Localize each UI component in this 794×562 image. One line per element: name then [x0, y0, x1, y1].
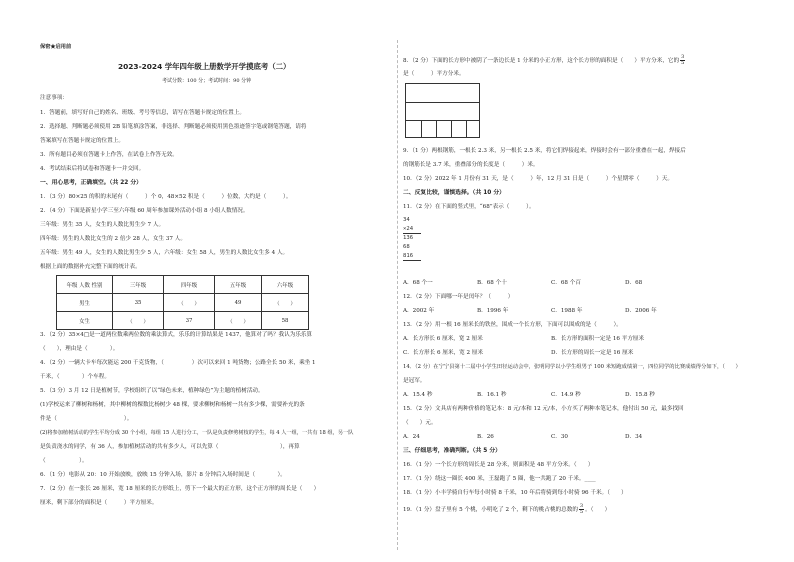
table-row — [57, 294, 309, 312]
table-cell: （ ） — [164, 294, 215, 312]
note-item: 答案填写在答题卡规定的位置上。 — [40, 138, 124, 144]
exam-subtitle: 考试分数：100 分；考试时间：90 分钟 — [162, 78, 252, 84]
question-5-line: 件是（ ）。 — [40, 416, 133, 422]
secret-label: 保密★启用前 — [40, 44, 72, 50]
question-2-line: 四年级：男生的人数比女生的 2 倍少 28 人，女生 37 人。 — [40, 236, 186, 242]
statistics-table — [56, 275, 309, 330]
mult-line: 68 — [403, 244, 410, 250]
question-15-line: （ ）元。 — [403, 420, 437, 426]
vertical-multiplication — [403, 216, 413, 261]
option: A．24 — [403, 434, 420, 440]
table-cell: 35 — [113, 294, 164, 312]
question-3-line: （ ），理由是（ ）。 — [40, 346, 119, 352]
question-11: 11．（2 分）在下面的竖式里，“68”表示（ ）。 — [403, 204, 535, 210]
question-7-line: 厘米，剩下部分的面积是（ ）平方厘米。 — [40, 500, 158, 506]
question-5-line: 是负责浇水的同学，有 36 人，参加植树活动的共有多少人，可以先算（ ），再算 — [40, 444, 300, 450]
option: A．68 个一 — [403, 280, 433, 286]
option: D．长方形的周长一定是 16 厘米 — [551, 350, 634, 356]
question-2: 2．（4 分）下面是新星小学三至六年级 60 周年参加课外活动小组 8 小组人数情况。 — [40, 208, 249, 214]
grid-line — [436, 120, 437, 138]
table-header-cell: 三年级 — [113, 276, 164, 294]
option: D．68 — [625, 280, 643, 286]
option: A．长方形长 6 厘米，宽 2 厘米 — [403, 336, 483, 342]
table-cell: 58 — [262, 312, 309, 330]
question-18: 18．（1 分）小丰学骑自行车每小时骑 8 千米，10 年后将骑到每小时骑 96 千米。（ ） — [403, 490, 627, 496]
notes-heading: 注意事项： — [40, 95, 68, 101]
mult-rule — [403, 260, 421, 261]
question-9: 9．（1 分）两根钢筋，一根长 2.3 米，另一根长 2.5 米，将它们焊接起来，焊接时会有一部分重叠在一起，焊接后 — [403, 148, 686, 154]
question-16: 16．（1 分）一个长方形的周长是 28 分米，则面积是 48 平方分米。（ ） — [403, 462, 594, 468]
fraction — [579, 504, 584, 515]
option: D．34 — [625, 434, 643, 440]
note-item: 3．所有题目必须在答题卡上作答，在试卷上作答无效。 — [40, 152, 178, 158]
question-13: 13．（2 分）用一根 16 厘米长的铁丝，围成一个长方形，下面可以围成的是（ ）。 — [403, 322, 622, 328]
option: D．2006 年 — [625, 308, 657, 314]
grid-line — [466, 120, 467, 138]
rectangle-grid-figure — [405, 83, 480, 138]
option: C．14.9 秒 — [551, 392, 581, 398]
section-heading: 二、反复比较，谨慎选择。（共 10 分） — [403, 190, 505, 196]
table-cell: （ ） — [262, 294, 309, 312]
question-19-text: 19．（1 分）盘子里有 5 个桃，小明吃了 2 个，剩下的桃占桃的总数的 — [403, 507, 578, 513]
question-15: 15．（2 分）文具店有两种价格的笔记本：8 元/本和 12 元/本，小方买了两种本笔记本，他付出 50 元，最多找回 — [403, 406, 684, 412]
question-4-line: 千米，（ ）个车程。 — [40, 374, 110, 380]
question-19 — [403, 504, 610, 515]
mult-line: 34 — [403, 217, 410, 223]
question-8-text: 8．（2 分）下面的长方形中被阴了一条边长是 1 分米的小正方形，这个长方形的面积是（ ）平方分米，它的 — [403, 58, 680, 64]
table-header-cell: 六年级 — [262, 276, 309, 294]
question-9-line: 的钢筋长是 3.7 米，重叠部分的长度是（ ）米。 — [403, 162, 539, 168]
option: C．长方形长 6 厘米，宽 2 厘米 — [403, 350, 484, 356]
question-12: 12．（2 分）下面哪一年是闰年？（ ） — [403, 294, 514, 300]
option: A．15.4 秒 — [403, 392, 433, 398]
option: B．68 个十 — [477, 280, 507, 286]
question-19-tail: 。（ ） — [585, 507, 611, 513]
question-10: 10．（2 分）2022 年 1 月份有 31 天，是（ ）年，12 月 31 日是（ ）个星期零（ ）天。 — [403, 176, 673, 182]
option: B．1996 年 — [477, 308, 509, 314]
question-5: 5．（3 分）3 月 12 日是植树节，学校组织了以“绿色未来，植种绿色”为主题的植树活动。 — [40, 388, 264, 394]
fraction-denominator: 5 — [579, 509, 584, 515]
question-2-line: 五年级：男生 49 人，女生的人数比男生少 5 人，六年级：女生 58 人，男生的人数比女生多 4 人。 — [40, 250, 289, 256]
table-cell: 男生 — [57, 294, 113, 312]
option: C．30 — [551, 434, 568, 440]
option: C．68 个百 — [551, 280, 581, 286]
question-5-part: (1)学校运来了柳树和杨树，其中柳树的棵数比杨树少 48 棵，要求柳树和杨树一共有多少棵，需要补充的条 — [40, 402, 305, 408]
question-1: 1．（3 分）80×25 的积的末尾有（ ）个 0，48×52 积是（ ）位数，大约是（ ）。 — [40, 194, 292, 200]
question-17: 17．（1 分）绕这一圈长 400 米，王磊跑了 5 圈，他一共跑了 20 千米。____ — [403, 476, 596, 482]
option: A．2002 年 — [403, 308, 435, 314]
fraction — [680, 55, 685, 66]
note-item: 4．考试结束后将试卷和答题卡一并交回。 — [40, 166, 145, 172]
question-8 — [403, 55, 686, 66]
question-6: 6．（1 分）电影从 20：10 开始放映，放映 15 分钟入场，影片 8 分钟后入场时间是（ ）。 — [40, 472, 286, 478]
grid-line — [406, 120, 479, 121]
option: B．长方形的面积一定是 16 平方厘米 — [551, 336, 645, 342]
fraction-denominator: 5 — [681, 60, 685, 66]
option: B．16.1 秒 — [477, 392, 507, 398]
option: B．26 — [477, 434, 494, 440]
section-heading: 一、用心思考，正确填空。（共 22 分） — [40, 180, 142, 186]
grid-line — [421, 120, 422, 138]
section-heading: 三、仔细思考，准确判断。（共 5 分） — [403, 448, 501, 454]
table-header-cell: 五年级 — [215, 276, 262, 294]
table-cell: 女生 — [57, 312, 113, 330]
question-14-line: 是冠军。 — [403, 378, 426, 384]
column-divider — [397, 40, 398, 550]
question-5-line: （ ）。 — [40, 458, 88, 464]
table-cell: （ ） — [113, 312, 164, 330]
table-header-cell: 四年级 — [164, 276, 215, 294]
mult-rule — [403, 233, 421, 234]
question-7: 7．（2 分）在一张长 26 厘米，宽 18 厘米的长方形纸上，剪下一个最大的正方形，这个正方形的周长是（ ） — [40, 486, 320, 492]
table-cell: （ ） — [215, 312, 262, 330]
question-14: 14．（2 分）在宁宁县第十二届中小学生田径运动会中，张明同学以小学生组男子 100 米短跑成绩第一，四位同学的比赛成绩得分如下，（ ） — [403, 364, 741, 370]
exam-title: 2023-2024 学年四年级上册数学开学摸底考（二） — [118, 62, 291, 71]
fraction-numerator: 3 — [681, 54, 685, 60]
option: D．15.8 秒 — [625, 392, 655, 398]
question-5-part: (2)将参加植树活动的学生平均分成 30 个小组，每组 15 人进行分工，一队是负责修剪树枝的学生，每 4 人一组，一共有 18 组，另一队 — [40, 430, 354, 436]
table-header-cell: 年级 人数 性别 — [57, 276, 113, 294]
question-3: 3．（2 分）35×4□是一道两位数乘两位数的乘法算式，乐乐的计算结果是 1437，他算对了吗？我认为乐乐算 — [40, 332, 313, 338]
table-row — [57, 312, 309, 330]
fraction-numerator: 3 — [579, 503, 584, 509]
question-4: 4．（2 分）一辆大卡车每次能运 200 千克货物，（ ）次可以来回 1 吨货物；公路全长 50 米，乘坐 1 — [40, 360, 316, 366]
table-header-row — [57, 276, 309, 294]
option: C．1988 年 — [551, 308, 583, 314]
mult-line: 136 — [403, 235, 414, 241]
question-2-line: 三年级：男生 35 人，女生的人数比男生少 7 人。 — [40, 222, 165, 228]
grid-line — [451, 120, 452, 138]
question-2-line: 根据上面的数据补充完整下面的统计表。 — [40, 264, 141, 270]
note-item: 1．答题前，填写好自己的姓名、班级、考号等信息，请写在答题卡规定的位置上。 — [40, 110, 245, 116]
question-8-line: 是（ ）平方分米。 — [403, 71, 465, 77]
grid-line — [406, 102, 479, 103]
mult-line: 816 — [403, 253, 414, 259]
table-cell: 37 — [164, 312, 215, 330]
mult-line: ×24 — [403, 226, 414, 232]
note-item: 2．选择题、判断题必须使用 2B 铅笔填涂答案，非选择、判断题必须使用黑色墨迹签字笔或钢笔答题，请将 — [40, 124, 307, 130]
table-cell: 49 — [215, 294, 262, 312]
